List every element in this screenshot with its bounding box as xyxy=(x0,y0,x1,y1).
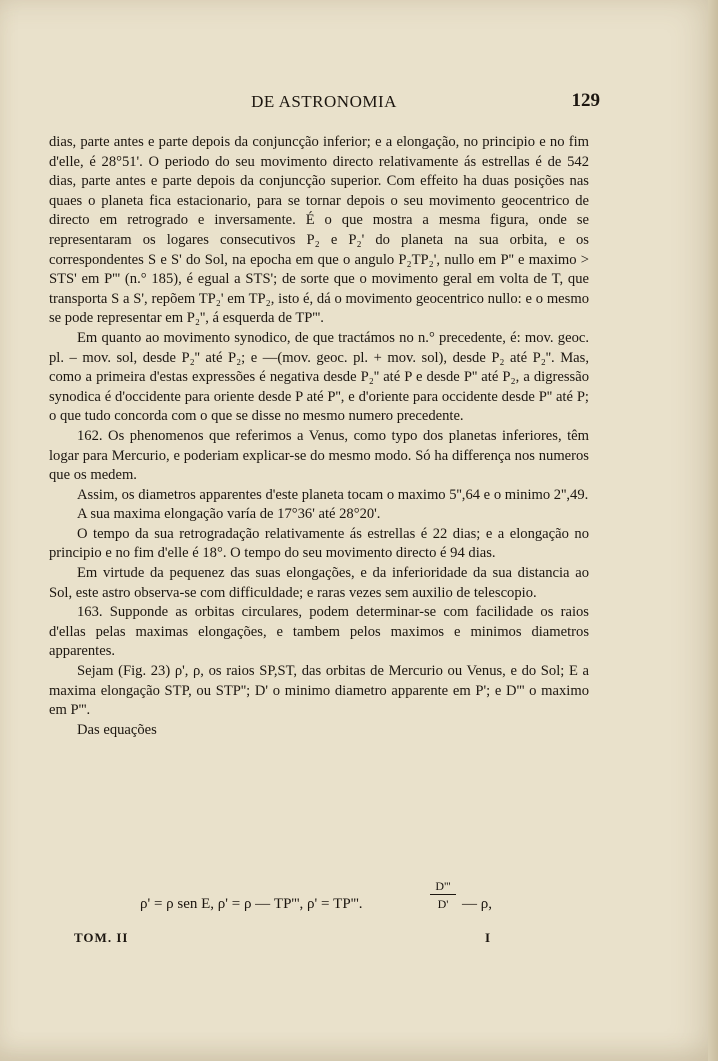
equation-right: — ρ, xyxy=(462,896,492,912)
paragraph: Em quanto ao movimento synodico, de que tractámos no n.° precedente, é: mov. geoc. pl. – mov. sol, desde P₂'' até P₂; e —(mov. geoc. pl. + mov. sol), desde P₂ até P₂''. Mas, como a primeira d'estas expressões é negativa desde P₂'' até P e desde P'' até P₂, a digressão synodica é d'occidente para oriente desde P até P'', e d'oriente para occidente desde P'' até P; o que tudo concorda com o que se disse no mesmo numero precedente. xyxy=(49,329,589,425)
fraction-denominator: D' xyxy=(437,897,449,911)
equation xyxy=(140,878,520,928)
page-edge xyxy=(708,0,718,1061)
paragraph-section-163: 163. Supponde as orbitas circulares, podem determinar-se com facilidade os raios d'ellas pelas maximas elongações, e tambem pelos maximos e minimos diametros apparentes. xyxy=(49,604,589,660)
paragraph: O tempo da sua retrogradação relativamente ás estrellas é 22 dias; e a elongação no principio e no fim d'elle é 18°. O tempo do seu movimento directo é 94 dias. xyxy=(49,525,589,562)
paragraph: dias, parte antes e parte depois da conjuncção inferior; e a elongação, no principio e no fim d'elle, é 28°51'. O periodo do seu movimento directo relativamente ás estrellas é de 542 dias, parte antes e parte depois da conjuncção superior. Com effeito ha duas posições nas quaes o planeta fica estacionario, para se tornar depois o seu movimento geocentrico de directo em retrogrado e inversamente. É o que mostra a mesma figura, onde se representaram os logares consecutivos P₂ e P₂' do planeta na sua orbita, e os correspondentes S e S' do Sol, na epocha em que o angulo P₂TP₂', nullo em P'' e maximo > STS' em P''' (n.° 185), é egual a STS'; de sorte que o movimento geral em volta de T, que transporta S a S', repõem TP₂' em TP₂, isto é, dá o movimento geocentrico nullo: e o mesmo se pode representar em P₂'', á esquerda de TP'''. xyxy=(49,134,589,327)
fraction-numerator: D''' xyxy=(430,878,456,895)
paragraph: Em virtude da pequenez das suas elongações, e da inferioridade da sua distancia ao Sol, este astro observa-se com difficuldade; e raras vezes sem auxilio de telescopio. xyxy=(49,565,589,601)
paragraph: Das equações xyxy=(77,721,157,738)
page-header xyxy=(48,92,600,114)
equation-left: ρ' = ρ sen E, ρ' = ρ — TP''', ρ' = TP'''. xyxy=(140,896,363,912)
page-footer xyxy=(74,930,490,950)
page-number: 129 xyxy=(571,90,600,111)
equation-fraction xyxy=(430,878,456,913)
running-title: DE ASTRONOMIA xyxy=(251,92,397,111)
paragraph: Assim, os diametros apparentes d'este planeta tocam o maximo 5'',64 e o minimo 2'',49. xyxy=(77,486,589,503)
volume-signature: TOM. II xyxy=(74,930,129,945)
body-text xyxy=(49,133,589,740)
signature-mark: I xyxy=(484,930,490,945)
paragraph-section-162: 162. Os phenomenos que referimos a Venus, como typo dos planetas inferiores, têm logar para Mercurio, e poderiam explicar-se do mesmo modo. Só ha differença nos numeros que os medem. xyxy=(49,427,589,484)
paragraph: Sejam (Fig. 23) ρ', ρ, os raios SP,ST, das orbitas de Mercurio ou Venus, e do Sol; E a maxima elongação STP, ou STP''; D' o minimo diametro apparente em P'; e D''' o maximo em P'''. xyxy=(49,663,589,719)
paragraph: A sua maxima elongação varía de 17°36' até 28°20'. xyxy=(77,506,381,523)
